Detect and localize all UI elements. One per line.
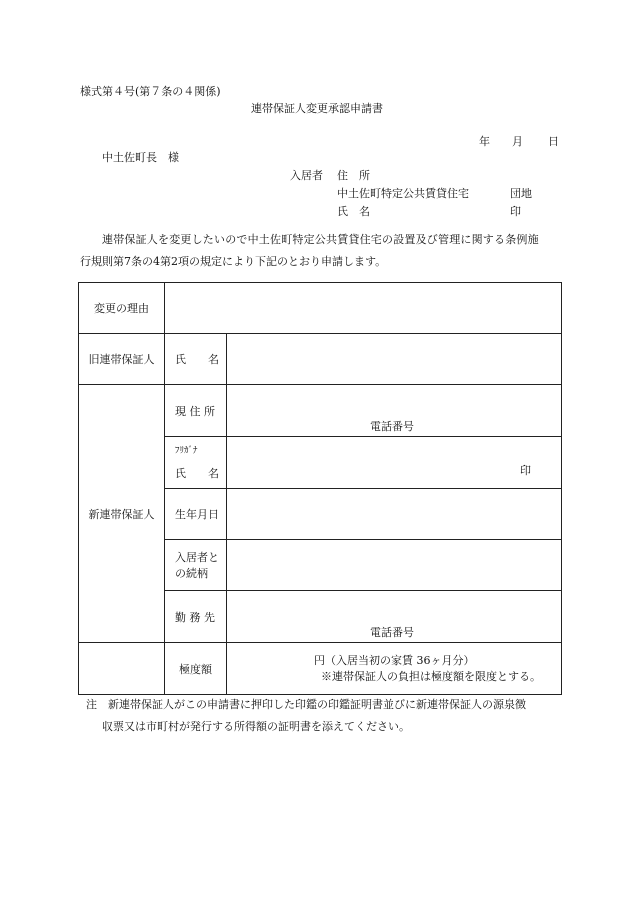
guarantor-change-table [78, 282, 562, 695]
name-field[interactable] [227, 437, 562, 489]
name-label: 氏 名 [175, 466, 219, 480]
limit-note: ※連帯保証人の負担は極度額を限度とする。 [321, 670, 541, 683]
limit-yen-text: 円（入居当初の家賃 36ヶ月分） [314, 654, 475, 667]
address-field[interactable] [227, 385, 562, 437]
workplace-phone-label: 電話番号 [370, 626, 414, 639]
name-label-cell [165, 437, 227, 489]
body-line-2: 行規則第7条の4第2項の規定により下記のとおり申請します。 [80, 255, 387, 268]
reason-label: 変更の理由 [79, 283, 165, 334]
new-address-row [79, 385, 562, 437]
relation-label [165, 540, 227, 591]
form-number: 様式第４号(第７条の４関係) [80, 85, 221, 98]
footnote-line-2: 収票又は市町村が発行する所得額の証明書を添えてください。 [102, 720, 410, 733]
footnote-line-1: 注 新連帯保証人がこの申請書に押印した印鑑の印鑑証明書並びに新連帯保証人の源泉徴 [86, 698, 526, 711]
birthdate-field[interactable] [227, 489, 562, 540]
limit-label: 極度額 [165, 643, 227, 695]
old-guarantor-label: 旧連帯保証人 [79, 334, 165, 385]
workplace-label: 勤 務 先 [165, 591, 227, 643]
page-title: 連帯保証人変更承認申請書 [251, 102, 383, 115]
old-name-label: 氏 名 [165, 334, 227, 385]
old-guarantor-row [79, 334, 562, 385]
birthdate-label: 生年月日 [165, 489, 227, 540]
applicant-housing-name: 中土佐町特定公共賃貸住宅 [337, 187, 469, 200]
limit-row [79, 643, 562, 695]
applicant-seal: 印 [510, 205, 521, 218]
reason-field[interactable] [165, 283, 562, 334]
furigana-label: ﾌﾘｶﾞﾅ [175, 445, 198, 456]
body-line-1: 連帯保証人を変更したいので中土佐町特定公共賃貸住宅の設置及び管理に関する条例施 [102, 233, 539, 246]
old-name-field[interactable] [227, 334, 562, 385]
applicant-housing-suffix: 団地 [510, 187, 532, 200]
applicant-role-label: 入居者 [290, 169, 323, 182]
date-month: 月 [512, 135, 523, 148]
date-day: 日 [548, 135, 559, 148]
limit-empty-cell [79, 643, 165, 695]
address-phone-label: 電話番号 [370, 420, 414, 433]
relation-label-line-2: の続柄 [175, 567, 208, 580]
applicant-address-label: 住 所 [337, 169, 370, 182]
date-year: 年 [479, 135, 490, 148]
address-label: 現 住 所 [165, 385, 227, 437]
relation-field[interactable] [227, 540, 562, 591]
addressee: 中土佐町長 様 [102, 151, 179, 164]
relation-label-line-1: 入居者と [175, 551, 219, 564]
workplace-field[interactable] [227, 591, 562, 643]
applicant-name-label: 氏 名 [337, 205, 370, 218]
new-guarantor-label: 新連帯保証人 [79, 385, 165, 643]
limit-field[interactable] [227, 643, 562, 695]
reason-row [79, 283, 562, 334]
name-seal: 印 [520, 464, 531, 477]
